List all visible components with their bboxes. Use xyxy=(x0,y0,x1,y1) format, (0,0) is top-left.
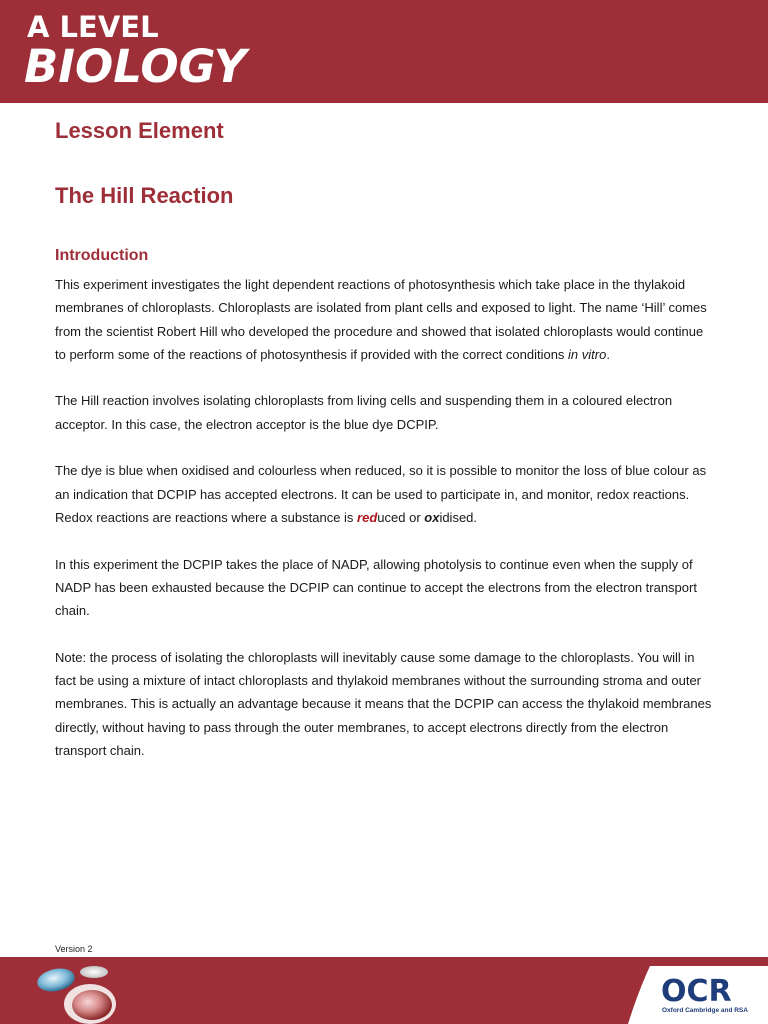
section-heading: Introduction xyxy=(55,247,149,264)
paragraph-2: The Hill reaction involves isolating chloroplasts from living cells and suspending them in a coloured electron acceptor. In this case, the electron acceptor is the blue dye DCPIP. xyxy=(55,393,673,432)
page-title: The Hill Reaction xyxy=(55,183,234,208)
ocr-logo: OCR xyxy=(661,974,732,1009)
header-subject-text: BIOLOGY xyxy=(24,40,247,93)
red-emphasis: red xyxy=(357,509,378,525)
cell-images-icon xyxy=(30,960,140,1024)
lesson-label: Lesson Element xyxy=(55,118,224,143)
version-label: Version 2 xyxy=(55,944,93,954)
paragraph-4: In this experiment the DCPIP takes the place of NADP, allowing photolysis to continue even when the supply of NADP has been exhausted because the DCPIP can continue to accept the electrons from the electron transport chain. xyxy=(55,556,697,619)
header-level-text: A LEVEL xyxy=(27,10,159,44)
body-text xyxy=(55,273,715,786)
paragraph-1: This experiment investigates the light dependent reactions of photosynthesis which take place in the thylakoid membranes of chloroplasts. Chloroplasts are isolated from plant cells and exposed to light. The name ‘Hill’ comes from the scientist Robert Hill who developed the procedure and showed that isolated chloroplasts would continue to perform some of the reactions of photosynthesis if provided with the correct conditions in vitro. xyxy=(55,277,707,362)
ocr-logo-subtitle: Oxford Cambridge and RSA xyxy=(662,1007,748,1014)
ox-emphasis: ox xyxy=(424,509,440,525)
header-banner xyxy=(0,0,768,103)
paragraph-5: Note: the process of isolating the chloroplasts will inevitably cause some damage to the chloroplasts. You will in fact be using a mixture of intact chloroplasts and thylakoid membranes without the surrounding stroma and outer membranes. This is actually an advantage because it means that the DCPIP can access the thylakoid membranes directly, without having to pass through the outer membranes, to accept electrons directly from the electron transport chain. xyxy=(55,649,712,758)
paragraph-3: The dye is blue when oxidised and colourless when reduced, so it is possible to monitor the loss of blue colour as an indication that DCPIP has accepted electrons. It can be used to participate in, and monitor, redox reactions. Redox reactions are reactions where a substance is reduced or oxidised. xyxy=(55,463,707,525)
